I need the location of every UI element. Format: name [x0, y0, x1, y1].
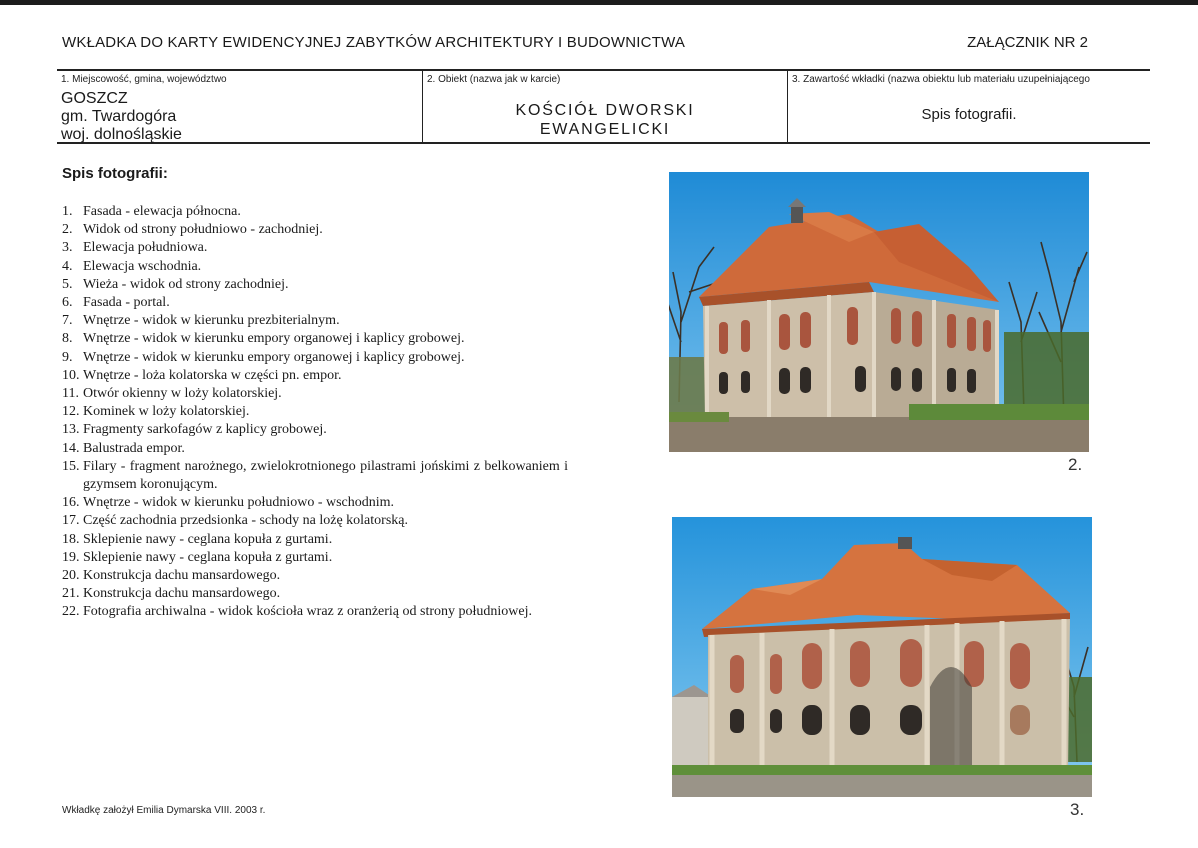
- list-item-number: 9.: [62, 349, 73, 365]
- list-item: [62, 421, 568, 439]
- list-item: [62, 403, 568, 421]
- list-item-text: Sklepienie nawy - ceglana kopuła z gurtami.: [83, 549, 333, 565]
- list-item-text: Wnętrze - widok w kierunku empory organowej i kaplicy grobowej.: [83, 331, 465, 347]
- content-label: 3. Zawartość wkładki (nazwa obiektu lub materiału uzupełniającego: [792, 74, 1090, 85]
- footer-author: Wkładkę założył Emilia Dymarska VIII. 2003 r.: [62, 805, 266, 816]
- object-cell: [423, 71, 788, 142]
- list-item-text: Wnętrze - widok w kierunku prezbiterialnym.: [83, 313, 340, 329]
- list-item: [62, 349, 568, 367]
- list-item-text: Sklepienie nawy - ceglana kopuła z gurtami.: [83, 531, 333, 547]
- list-item-text: Balustrada empor.: [83, 440, 185, 456]
- list-item-text: Konstrukcja dachu mansardowego.: [83, 568, 281, 584]
- list-item: [62, 203, 568, 221]
- list-item-number: 13.: [62, 422, 80, 438]
- list-item-number: 19.: [62, 549, 80, 565]
- list-item: [62, 385, 568, 403]
- list-item-text: Kominek w loży kolatorskiej.: [83, 404, 250, 420]
- content-cell: [788, 71, 1150, 142]
- list-item-number: 10.: [62, 367, 80, 383]
- list-item: [62, 603, 568, 621]
- list-item: [62, 294, 568, 312]
- location-cell: [57, 71, 423, 142]
- list-item-text: Fasada - elewacja północna.: [83, 204, 241, 219]
- annex-number: ZAŁĄCZNIK NR 2: [967, 34, 1088, 51]
- location-label: 1. Miejscowość, gmina, województwo: [61, 74, 227, 85]
- list-item: [62, 494, 568, 512]
- list-item-number: 2.: [62, 222, 73, 238]
- list-item: [62, 258, 568, 276]
- list-item: [62, 312, 568, 330]
- list-item-text: Fotografia archiwalna - widok kościoła wraz z oranżerią od strony południowej.: [83, 604, 533, 620]
- list-item-text: Wieża - widok od strony zachodniej.: [83, 276, 289, 292]
- list-item-number: 3.: [62, 240, 73, 256]
- list-item-text: Wnętrze - widok w kierunku południowo - wschodnim.: [83, 495, 395, 511]
- list-item-text: Fasada - portal.: [83, 295, 170, 311]
- list-item: [62, 549, 568, 567]
- list-item-text: Widok od strony południowo - zachodniej.: [83, 222, 323, 238]
- list-item-number: 5.: [62, 276, 73, 292]
- list-item: [62, 440, 568, 458]
- list-item: [62, 567, 568, 585]
- location-place: GOSZCZ: [61, 90, 128, 107]
- list-item-number: 17.: [62, 513, 80, 529]
- list-item-number: 7.: [62, 313, 73, 329]
- list-item-text: Wnętrze - widok w kierunku empory organowej i kaplicy grobowej.: [83, 349, 465, 365]
- scan-top-edge: [0, 0, 1198, 5]
- list-item-number: 12.: [62, 404, 80, 420]
- object-label: 2. Obiekt (nazwa jak w karcie): [427, 74, 561, 85]
- list-item: [62, 367, 568, 385]
- document-title: WKŁADKA DO KARTY EWIDENCYJNEJ ZABYTKÓW ARCHITEKTURY I BUDOWNICTWA: [62, 34, 686, 51]
- object-name-line1: KOŚCIÓŁ DWORSKI: [515, 102, 695, 119]
- photo-caption-2: 2.: [1068, 455, 1083, 474]
- list-item-number: 15.: [62, 458, 80, 474]
- list-item-text: Elewacja wschodnia.: [83, 258, 202, 274]
- list-item: [62, 239, 568, 257]
- list-item-number: 11.: [62, 386, 79, 402]
- list-item-number: 14.: [62, 440, 80, 456]
- list-item-number: 18.: [62, 531, 80, 547]
- list-item: [62, 330, 568, 348]
- list-item: [62, 458, 568, 494]
- list-item-text: Wnętrze - loża kolatorska w części pn. empor.: [83, 367, 342, 383]
- list-item-text: Część zachodnia przedsionka - schody na lożę kolatorską.: [83, 513, 408, 529]
- list-item: [62, 276, 568, 294]
- content-value: Spis fotografii.: [921, 106, 1017, 123]
- list-item: [62, 512, 568, 530]
- list-item-text: Elewacja południowa.: [83, 240, 208, 256]
- list-item-text: Fragmenty sarkofagów z kaplicy grobowej.: [83, 422, 327, 438]
- list-item: [62, 221, 568, 239]
- list-item-text: Filary - fragment narożnego, zwielokrotnionego pilastrami jońskimi z belkowaniem i gzymsem koronującym.: [83, 458, 568, 493]
- church-photo-southwest: [669, 172, 1089, 452]
- list-item: [62, 531, 568, 549]
- photo-caption-3: 3.: [1070, 800, 1085, 819]
- church-photo-south: [672, 517, 1092, 797]
- list-item-text: Otwór okienny w loży kolatorskiej.: [83, 386, 282, 402]
- list-item-number: 22.: [62, 604, 80, 620]
- info-table: [57, 69, 1150, 144]
- list-item-number: 6.: [62, 295, 73, 311]
- object-name-line2: EWANGELICKI: [539, 121, 671, 138]
- list-item-number: 1.: [62, 204, 73, 219]
- list-item-text: Konstrukcja dachu mansardowego.: [83, 586, 281, 602]
- list-item-number: 20.: [62, 568, 80, 584]
- location-voivodeship: woj. dolnośląskie: [61, 126, 182, 143]
- list-item-number: 8.: [62, 331, 73, 347]
- photo-list: [62, 203, 568, 622]
- photo-list-heading: Spis fotografii:: [62, 165, 168, 182]
- list-item: [62, 585, 568, 603]
- location-commune: gm. Twardogóra: [61, 108, 177, 125]
- list-item-number: 16.: [62, 495, 80, 511]
- list-item-number: 4.: [62, 258, 73, 274]
- list-item-number: 21.: [62, 586, 80, 602]
